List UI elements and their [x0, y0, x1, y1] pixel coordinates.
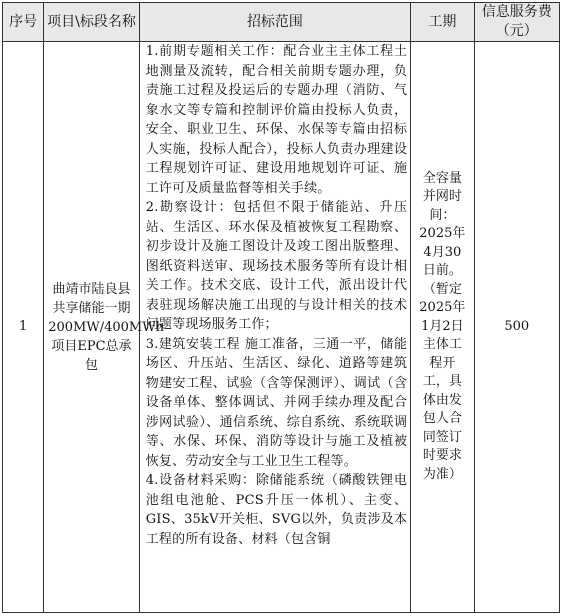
cell-scope: [139, 42, 410, 613]
scope-item: 4.设备材料采购：除储能系统（磷酸铁锂电池组电池舱、PCS升压一体机）、主变、GIS、35kV开关柜、SVG以外，负责涉及本工程的所有设备、材料（包含铜: [145, 473, 408, 547]
table-row: [3, 42, 560, 613]
header-project: 项目\标段名称: [44, 3, 140, 42]
header-seq: 序号: [3, 3, 44, 42]
cell-fee: 500: [474, 42, 560, 613]
header-fee: 信息服务费（元）: [474, 3, 560, 42]
scope-item: 2.勘察设计：包括但不限于储能站、升压站、生活区、环水保及植被恢复工程勘察、初步设计及施工图设计及竣工图出版整理、图纸资料送审、现场技术服务等所有设计相关工作。技术交底、设计工代，派出设计代表驻现场解决施工出现的与设计相关的技术问题等现场服务工作；: [145, 200, 408, 332]
header-period: 工期: [411, 3, 474, 42]
cell-seq: 1: [3, 42, 44, 613]
scope-item: 3.建筑安装工程 施工准备，三通一平，储能场区、升压站、生活区、绿化、道路等建筑物建安工程、试验（含等保测评）、调试（含设备单体、整体调试、并网手续办理及配合涉网试验）、通信系统、综自系统、系统联调等、水保、环保、消防等设计与施工及植被恢复、劳动安全与工业卫生工程等。: [145, 336, 408, 469]
tender-table: [2, 2, 560, 613]
scope-item: 1.前期专题相关工作：配合业主主体工程土地测量及流转，配合相关前期专题办理，负责施工过程及投运后的专题办理（消防、气象水文等专篇和控制评价篇由投标人负责，安全、职业卫生、环保、水保等专篇由招标人实施，投标人配合），投标人负责办理建设工程规划许可证、建设用地规划许可证、施工许可及质量监督等相关手续。: [145, 44, 408, 196]
header-scope: 招标范围: [139, 3, 410, 42]
cell-period: 全容量并网时间：2025年4月30日前。（暂定2025年1月2日主体工程开工，具体由发包人合同签订时要求为准）: [411, 42, 474, 613]
cell-project: 曲靖市陆良县共享储能一期200MW/400MWh项目EPC总承包: [44, 42, 140, 613]
header-row: [3, 3, 560, 42]
